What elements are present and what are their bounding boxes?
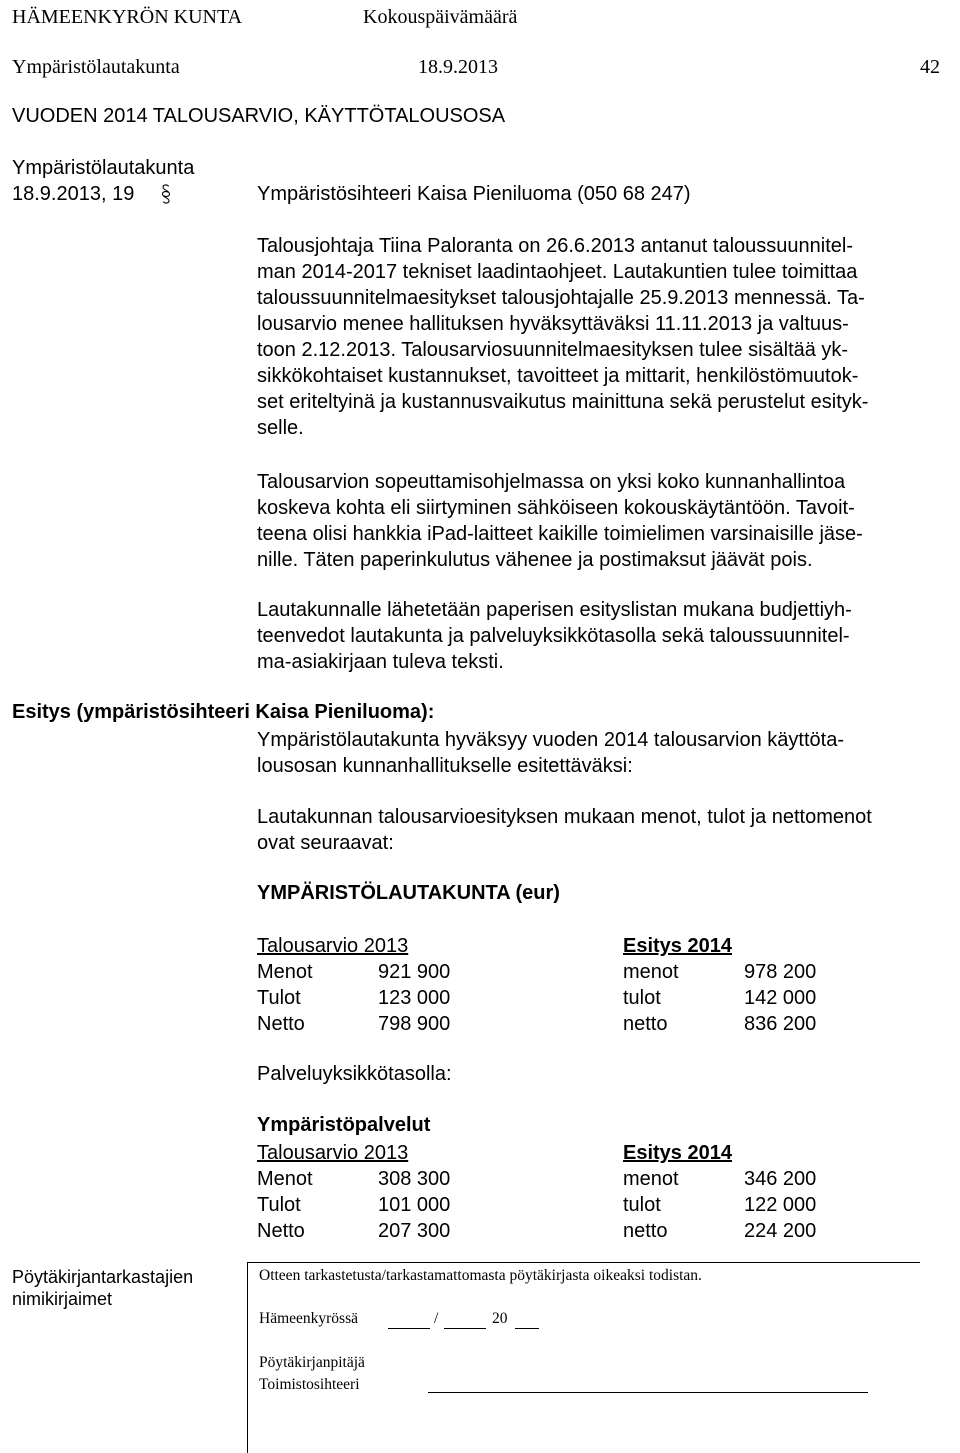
keeper-role: Toimistosihteeri [259, 1376, 360, 1393]
text-line: Talousjohtaja Tiina Paloranta on 26.6.2013 antanut taloussuunnitel- [257, 235, 853, 257]
row-value: 836 200 [744, 1013, 817, 1035]
preparer-info: Ympäristösihteeri Kaisa Pieniluoma (050 68 247) [257, 183, 691, 205]
committee-name: Ympäristölautakunta [12, 56, 180, 78]
table-row [257, 1192, 857, 1218]
row-label: netto [623, 1220, 668, 1242]
text-line: Ympäristölautakunta hyväksyy vuoden 2014 talousarvion käyttöta- [257, 729, 845, 751]
signers-label [12, 1266, 193, 1310]
row-label: Menot [257, 1168, 313, 1190]
text-line: taloussuunnitelmaesitykset talousjohtajalle 25.9.2013 mennessä. Ta- [257, 287, 865, 309]
row-value: 798 900 [378, 1013, 451, 1035]
table1-title: YMPÄRISTÖLAUTAKUNTA (eur) [257, 882, 560, 904]
keeper-title: Pöytäkirjanpitäjä [259, 1354, 365, 1371]
text-line: lousosan kunnanhallitukselle esitettäväksi: [257, 755, 633, 777]
row-value: 142 000 [744, 987, 817, 1009]
table-row [257, 1011, 857, 1037]
signature-footer [0, 1262, 960, 1453]
row-label: Menot [257, 961, 313, 983]
page-number: 42 [920, 56, 940, 78]
row-value: 122 000 [744, 1194, 817, 1216]
year-blank [515, 1328, 539, 1329]
text-line: Lautakunnalle lähetetään paperisen esityslistan mukana budjettiyh- [257, 599, 852, 621]
row-value: 308 300 [378, 1168, 451, 1190]
text-line: nille. Täten paperinkulutus vähenee ja postimaksut jäävät pois. [257, 549, 813, 571]
footer-divider-horizontal [247, 1262, 920, 1263]
row-label: Tulot [257, 987, 301, 1009]
signers-label-line: Pöytäkirjantarkastajien [12, 1267, 194, 1287]
row-value: 921 900 [378, 961, 451, 983]
column-header-proposal-2014: Esitys 2014 [623, 935, 732, 957]
text-line: set eriteltyinä ja kustannusvaikutus mainittuna sekä perustelut esityk- [257, 391, 869, 413]
row-label: Netto [257, 1220, 305, 1242]
table-header-row [257, 933, 857, 959]
table2-title: Ympäristöpalvelut [257, 1114, 431, 1136]
month-blank [444, 1328, 486, 1329]
row-label: menot [623, 1168, 679, 1190]
signers-label-line: nimikirjaimet [12, 1289, 113, 1309]
text-line: teenvedot lautakunta ja palveluyksikkötasolla sekä taloussuunnitel- [257, 625, 850, 647]
text-line: selle. [257, 417, 304, 439]
footer-divider-vertical [247, 1262, 248, 1453]
proposal-text-2 [257, 804, 947, 856]
doc-type-label: Kokouspäivämäärä [363, 6, 518, 28]
proposal-heading: Esitys (ympäristösihteeri Kaisa Pieniluoma): [12, 701, 435, 723]
row-value: 978 200 [744, 961, 817, 983]
row-value: 101 000 [378, 1194, 451, 1216]
row-label: netto [623, 1013, 668, 1035]
text-line: sikkökohtaiset kustannukset, tavoitteet ja mittarit, henkilöstömuutok- [257, 365, 859, 387]
column-header-budget-2013: Talousarvio 2013 [257, 1142, 409, 1164]
section-sign-icon [160, 183, 172, 205]
budget-table-committee [257, 933, 857, 1037]
certification-text: Otteen tarkastetusta/tarkastamattomasta pöytäkirjasta oikeaksi todistan. [259, 1267, 702, 1284]
paragraph-attachments [257, 597, 947, 675]
text-line: ovat seuraavat: [257, 832, 394, 854]
text-line: man 2014-2017 tekniset laadintaohjeet. Lautakuntien tulee toimittaa [257, 261, 858, 283]
table-row [257, 1218, 857, 1244]
table-row [257, 1166, 857, 1192]
row-value: 224 200 [744, 1220, 817, 1242]
row-label: tulot [623, 987, 661, 1009]
proposal-text [257, 727, 947, 779]
text-line: Talousarvion sopeuttamisohjelmassa on yksi koko kunnanhallintoa [257, 471, 846, 493]
row-label: tulot [623, 1194, 661, 1216]
row-value: 207 300 [378, 1220, 451, 1242]
row-label: menot [623, 961, 679, 983]
meeting-date-item: 18.9.2013, 19 [12, 183, 135, 205]
day-blank [388, 1328, 430, 1329]
text-line: koskeva kohta eli siirtyminen sähköiseen kokouskäytäntöön. Tavoit- [257, 497, 855, 519]
text-line: ma-asiakirjaan tuleva teksti. [257, 651, 504, 673]
meeting-date: 18.9.2013 [418, 56, 498, 78]
meeting-body: Ympäristölautakunta [12, 157, 195, 179]
row-label: Netto [257, 1013, 305, 1035]
table-row [257, 959, 857, 985]
service-unit-subheading: Palveluyksikkötasolla: [257, 1063, 452, 1085]
date-separator: / [434, 1310, 439, 1327]
org-name: HÄMEENKYRÖN KUNTA [12, 6, 243, 28]
row-value: 346 200 [744, 1168, 817, 1190]
signature-line [428, 1392, 868, 1393]
place-label: Hämeenkyrössä [259, 1310, 358, 1327]
column-header-budget-2013: Talousarvio 2013 [257, 935, 409, 957]
document-title: VUODEN 2014 TALOUSARVIO, KÄYTTÖTALOUSOSA [12, 105, 506, 127]
paragraph-budget-instructions [257, 233, 947, 441]
budget-table-environment-services [257, 1140, 857, 1244]
paragraph-adjustment-program [257, 469, 947, 573]
table-header-row [257, 1140, 857, 1166]
text-line: Lautakunnan talousarvioesityksen mukaan menot, tulot ja nettomenot [257, 806, 872, 828]
text-line: teena olisi hankkia iPad-laitteet kaikille toimielimen varsinaisille jäse- [257, 523, 863, 545]
row-value: 123 000 [378, 987, 451, 1009]
row-label: Tulot [257, 1194, 301, 1216]
column-header-proposal-2014: Esitys 2014 [623, 1142, 732, 1164]
year-prefix: 20 [492, 1310, 508, 1327]
text-line: lousarvio menee hallituksen hyväksyttäväksi 11.11.2013 ja valtuus- [257, 313, 849, 335]
table-row [257, 985, 857, 1011]
text-line: toon 2.12.2013. Talousarviosuunnitelmaesityksen tulee sisältää yk- [257, 339, 849, 361]
